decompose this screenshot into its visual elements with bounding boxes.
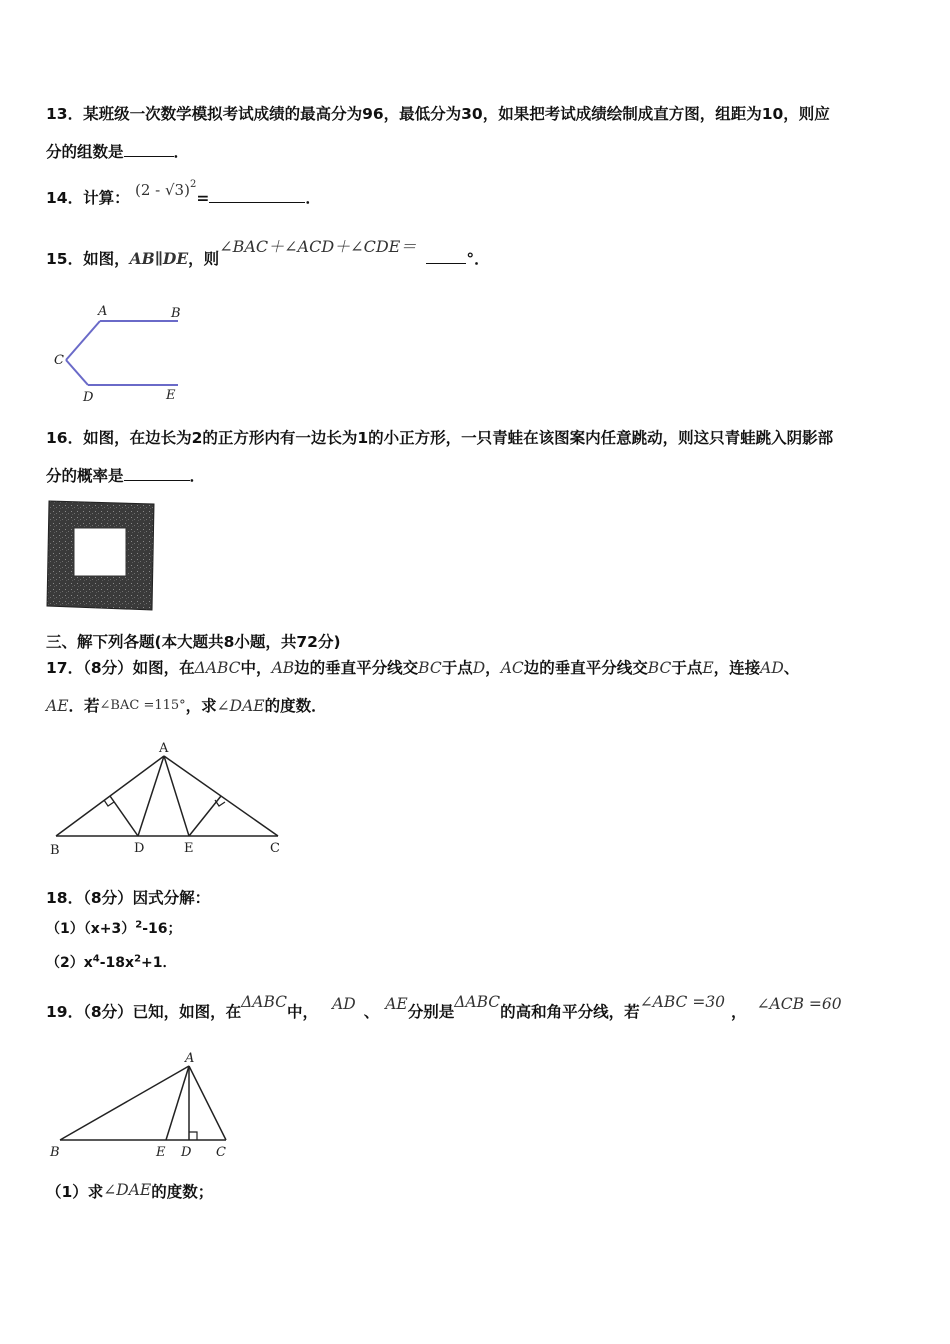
q19-right-angle-mark (189, 1132, 197, 1140)
q17-text-2: 中， (240, 659, 272, 677)
q18-sub2-prefix: （2）x (46, 955, 93, 971)
q15-suffix: °． (466, 250, 490, 268)
q19-triangle-1: ΔABC (241, 993, 288, 1011)
q19-label-a: A (185, 1051, 195, 1066)
q18-sub1-exponent: 2 (135, 919, 143, 931)
q13-line2-prefix: 分的组数是 (46, 143, 124, 161)
q13-line2-suffix: ． (173, 143, 190, 161)
q17-text-10: ．若 (68, 697, 100, 715)
q18-sub2-mid: -18x (99, 955, 135, 971)
q19-label-d: D (181, 1145, 192, 1160)
q19-sub1 (46, 1180, 213, 1202)
q15-answer-blank[interactable] (426, 249, 466, 264)
q19-text-6: ， (731, 1003, 747, 1021)
q13-answer-blank[interactable] (124, 142, 174, 157)
q17-label-d: D (134, 841, 145, 856)
q17-text-1: 17．（8分）如图，在 (46, 659, 195, 677)
q15-line (46, 237, 490, 269)
q19-text-3: 、 (363, 1003, 380, 1021)
q17-angle-dae: ∠DAE (216, 697, 265, 715)
q19-text-1: 19．（8分）已知，如图，在 (46, 1003, 242, 1021)
q15-label-d: D (83, 390, 94, 405)
q19-angle-acb: ∠ACB =60 (756, 995, 842, 1013)
q18-sub1 (46, 918, 182, 938)
q17-text-9: 、 (783, 659, 800, 677)
q18-sub2-suffix: +1． (141, 955, 177, 971)
q17-line1 (46, 656, 799, 678)
q17-angle-bac: ∠BAC =115° (99, 698, 186, 713)
q15-label-e: E (166, 388, 176, 403)
q17-text-5: ， (485, 659, 501, 677)
q17-segment-bc-1: BC (418, 659, 442, 677)
q15-line-cd (66, 360, 88, 385)
q18-sub2-exponent-1: 4 (92, 953, 100, 965)
q17-segment-ae: AE (46, 697, 69, 715)
q19-sub1-angle: ∠DAE (103, 1181, 152, 1199)
q19-triangle-2: ΔABC (454, 993, 501, 1011)
q18-sub1-suffix: -16； (142, 921, 182, 937)
q17-text-6: 边的垂直平分线交 (523, 659, 648, 677)
q17-right-angle-mark-1 (104, 800, 114, 806)
q13-line2 (46, 140, 189, 162)
q16-answer-blank[interactable] (124, 466, 190, 481)
q17-point-d: D (472, 659, 486, 677)
q17-segment-ac: AC (500, 659, 524, 677)
q17-line-ae (164, 756, 189, 836)
q17-figure (44, 738, 290, 862)
q18-title: 18．（8分）因式分解： (46, 889, 211, 907)
q17-label-b: B (50, 843, 60, 858)
q17-perpendicular-ab (110, 796, 138, 836)
q19-label-c: C (216, 1145, 226, 1160)
q17-point-e: E (702, 659, 714, 677)
q18-sub2 (46, 952, 177, 972)
q19-text-5: 的高和角平分线，若 (500, 1003, 640, 1021)
q13-line1: 13．某班级一次数学模拟考试成绩的最高分为96，最低分为30，如果把考试成绩绘制成直方图，组距为10，则应 (46, 105, 830, 123)
q14-expression: (2 - √3) (134, 181, 190, 199)
q19-segment-ae: AE (385, 995, 408, 1013)
q14-suffix: ． (305, 189, 321, 207)
q17-text-3: 边的垂直平分线交 (294, 659, 419, 677)
q17-line2 (46, 694, 327, 716)
q19-label-e: E (156, 1145, 166, 1160)
q17-segment-ab: AB (271, 659, 295, 677)
q19-figure (44, 1050, 244, 1162)
q15-condition: AB∥DE (129, 249, 189, 268)
q19-line1 (46, 993, 842, 1022)
q14-exponent: 2 (189, 178, 197, 190)
q14-answer-blank[interactable] (209, 188, 305, 203)
q15-prefix: 15．如图， (46, 250, 130, 268)
q15-figure (48, 298, 198, 408)
q17-label-a: A (159, 741, 169, 756)
q16-inner-square (74, 528, 126, 576)
q19-segment-ad: AD (332, 995, 356, 1013)
section3-title: 三、解下列各题(本大题共8小题，共72分) (46, 633, 341, 651)
q16-line2-prefix: 分的概率是 (46, 467, 124, 485)
q17-text-11: ，求 (185, 697, 217, 715)
q17-text-4: 于点 (441, 659, 473, 677)
q19-text-2: 中， (287, 1003, 319, 1021)
q15-label-b: B (171, 306, 181, 321)
q16-line2-suffix: ． (189, 467, 206, 485)
q16-line1: 16．如图，在边长为2的正方形内有一边长为1的小正方形，一只青蛙在该图案内任意跳动，则这只青蛙跳入阴影部 (46, 429, 834, 447)
q17-text-12: 的度数． (264, 697, 327, 715)
q17-line-ad (138, 756, 164, 836)
q14-equals: = (196, 189, 210, 207)
q17-label-c: C (270, 841, 280, 856)
q15-mid: ，则 (188, 250, 220, 268)
q19-line-ac (189, 1066, 226, 1140)
q19-sub1-suffix: 的度数； (151, 1183, 214, 1201)
q17-segment-bc-2: BC (647, 659, 672, 677)
q18-sub2-exponent-2: 2 (134, 953, 142, 965)
q16-line2 (46, 464, 205, 486)
q19-sub1-prefix: （1）求 (46, 1183, 104, 1201)
q16-figure (46, 498, 158, 614)
q17-segment-ad: AD (760, 659, 784, 677)
q15-label-c: C (54, 353, 64, 368)
q15-line-ac (66, 321, 100, 360)
q17-label-e: E (184, 841, 194, 856)
q17-triangle: ΔABC (194, 659, 241, 677)
q14-line (46, 178, 321, 208)
q19-text-4: 分别是 (407, 1003, 455, 1021)
q19-label-b: B (50, 1145, 60, 1160)
q15-label-a: A (98, 304, 108, 319)
q14-prefix: 14．计算： (46, 189, 130, 207)
q17-text-7: 于点 (671, 659, 703, 677)
q19-angle-abc: ∠ABC =30 (639, 993, 726, 1011)
q17-text-8: ，连接 (713, 659, 761, 677)
q18-sub1-prefix: （1）（x+3） (46, 921, 136, 937)
q15-expression: ∠BAC＋∠ACD＋∠CDE＝ (219, 237, 417, 256)
